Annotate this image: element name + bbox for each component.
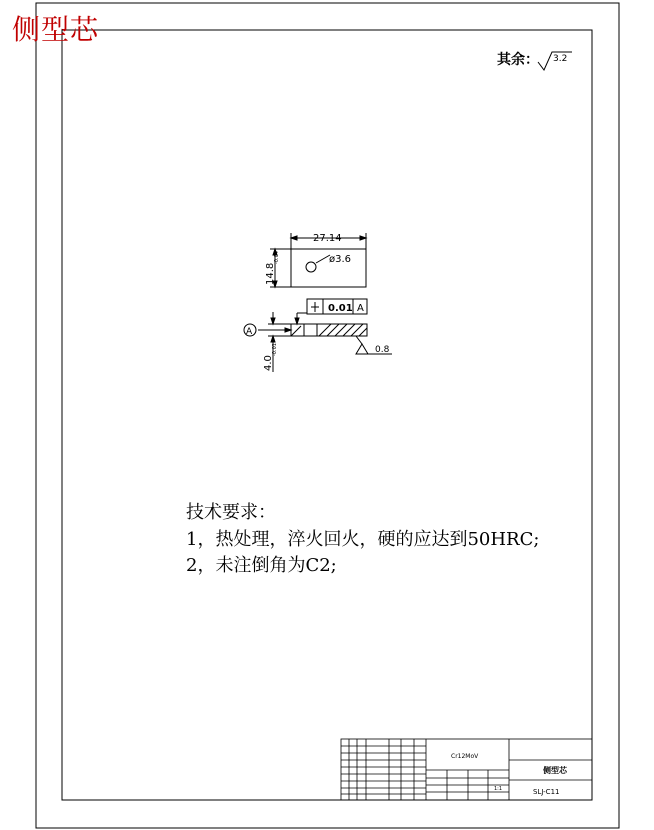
roughness-value: 3.2 — [553, 54, 568, 64]
tech-requirement-item: 2，未注倒角为C2; — [186, 555, 337, 576]
flatness-datum: A — [357, 303, 364, 314]
title-block-scale: 1:1 — [494, 786, 503, 792]
hole-dimension: ø3.6 — [329, 254, 352, 265]
flatness-tolerance: 0.01 — [328, 303, 353, 314]
height-dimension: 14.8 — [265, 262, 276, 285]
tech-requirements-heading: 技术要求： — [186, 502, 276, 523]
title-block-drawing-no: SLJ-C11 — [533, 788, 560, 796]
roughness-prefix: 其余： — [497, 52, 539, 68]
thickness-dimension: 4.0 — [263, 355, 274, 371]
inner-border — [62, 30, 592, 800]
outer-border — [36, 3, 619, 828]
thickness-tolerance: -0.01 — [272, 343, 278, 356]
title-block-part-name: 侧型芯 — [543, 766, 567, 775]
tech-requirement-item: 1，热处理，淬火回火，硬的应达到50HRC; — [186, 529, 540, 550]
local-roughness: 0.8 — [375, 345, 390, 355]
title-block-material: Cr12MoV — [451, 753, 479, 760]
part-name-heading: 侧型芯 — [12, 13, 100, 46]
datum-label: A — [246, 327, 253, 337]
width-dimension: 27.14 — [313, 233, 342, 244]
height-tolerance: -0.04 — [274, 251, 280, 264]
